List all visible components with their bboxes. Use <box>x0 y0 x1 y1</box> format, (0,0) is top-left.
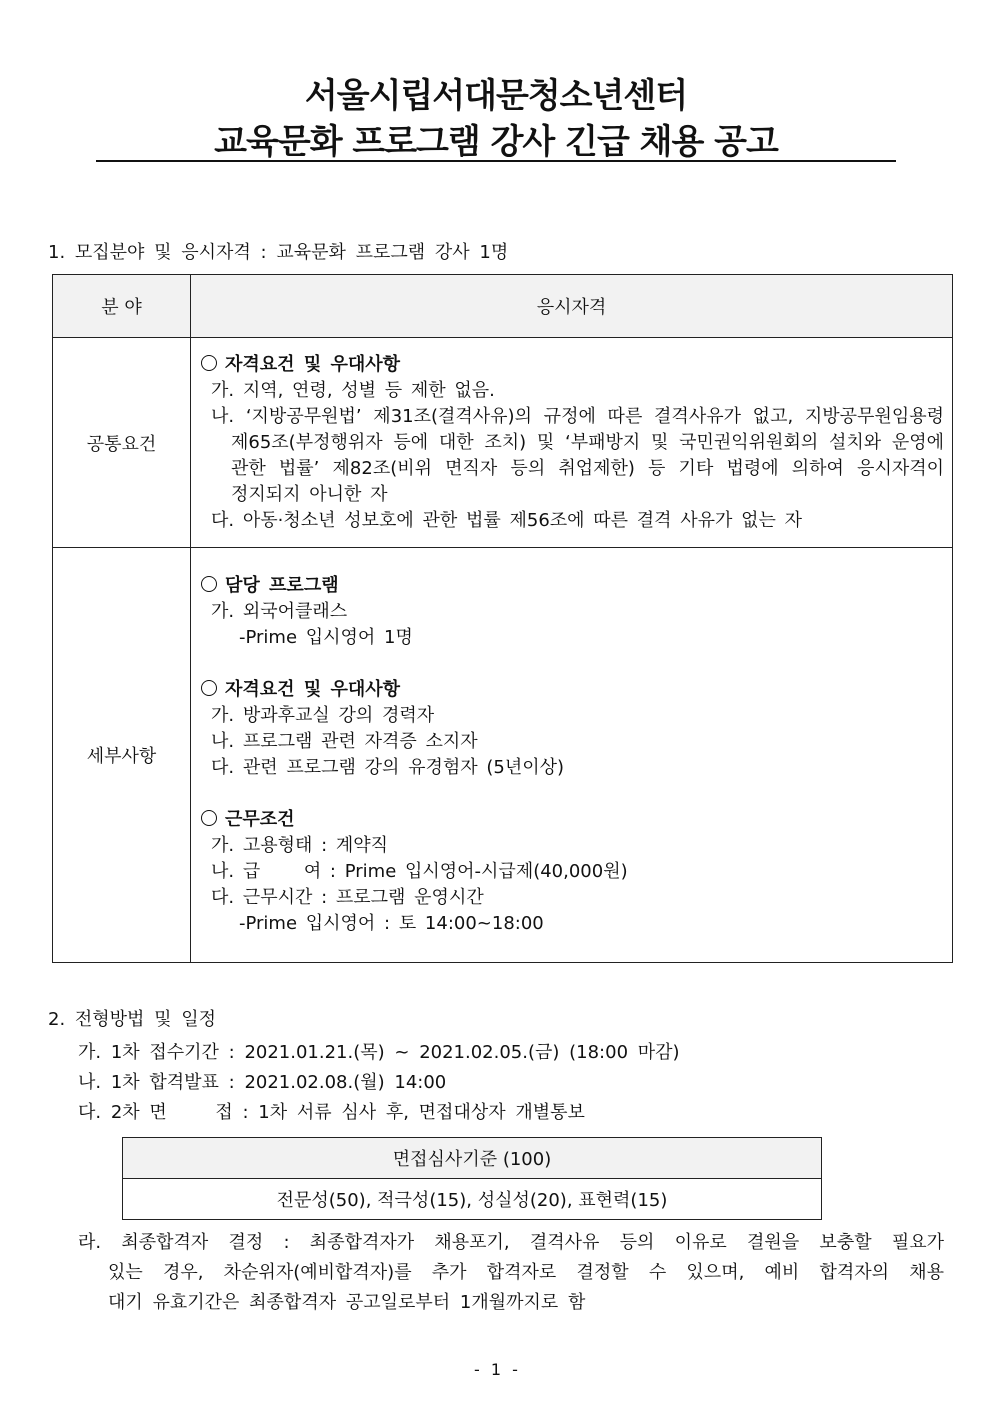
table-row-common <box>53 338 953 548</box>
final-decision-paragraph <box>78 1228 944 1318</box>
detail-cell <box>191 548 953 963</box>
common-requirements-cell <box>191 338 953 548</box>
detail-qual-heading: 자격요건 및 우대사항 <box>201 677 944 703</box>
detail-qual-a: 가. 방과후교실 강의 경력자 <box>211 705 435 726</box>
row-label-detail: 세부사항 <box>53 548 191 963</box>
criteria-values: 전문성(50), 적극성(15), 성실성(20), 표현력(15) <box>123 1179 822 1220</box>
work-item-c-sub: -Prime 입시영어 : 토 14:00~18:00 <box>239 913 544 934</box>
title-underline <box>96 160 896 162</box>
detail-qual-b: 나. 프로그램 관련 자격증 소지자 <box>211 731 478 752</box>
detail-qual-c: 다. 관련 프로그램 강의 유경험자 (5년이상) <box>211 757 565 778</box>
common-item-b-line4: 정지되지 아니한 자 <box>231 483 388 505</box>
work-item-c: 다. 근무시간 : 프로그램 운영시간 <box>211 887 484 908</box>
header-field: 분 야 <box>53 275 191 338</box>
table-row-detail <box>53 548 953 963</box>
common-item-b-line1: 나. ‘지방공무원법’ 제31조(결격사유)의 규정에 따른 결격사유가 없고, 지방공무원임용령 <box>211 405 944 427</box>
final-line-2: 있는 경우, 차순위자(예비합격자)를 추가 합격자로 결정할 수 있으며, 예비 합격자의 채용 <box>108 1262 944 1283</box>
title-notice: 교육문화 프로그램 강사 긴급 채용 공고 <box>214 122 778 162</box>
common-heading: 자격요건 및 우대사항 <box>201 352 944 378</box>
schedule-item-c: 다. 2차 면 접 : 1차 서류 심사 후, 면접대상자 개별통보 <box>78 1102 585 1123</box>
program-heading: 담당 프로그램 <box>201 573 944 599</box>
circle-bullet-icon <box>201 355 217 371</box>
common-item-c: 다. 아동·청소년 성보호에 관한 법률 제56조에 따른 결격 사유가 없는 자 <box>211 509 803 531</box>
criteria-header: 면접심사기준 (100) <box>123 1138 822 1179</box>
interview-criteria-table <box>122 1137 822 1220</box>
circle-bullet-icon <box>201 680 217 696</box>
schedule-item-a: 가. 1차 접수기간 : 2021.01.21.(목) ~ 2021.02.05.(금) (18:00 마감) <box>78 1042 680 1063</box>
circle-bullet-icon <box>201 576 217 592</box>
table-header-row <box>53 275 953 338</box>
schedule-item-b: 나. 1차 합격발표 : 2021.02.08.(월) 14:00 <box>78 1072 447 1093</box>
circle-bullet-icon <box>201 810 217 826</box>
criteria-value-row <box>123 1179 822 1220</box>
qualification-table <box>52 274 953 963</box>
common-item-b-line2: 제65조(부정행위자 등에 대한 조치) 및 ‘부패방지 및 국민권익위원회의 설치와 운영에 <box>231 431 944 453</box>
program-item-a: 가. 외국어클래스 <box>211 601 348 622</box>
final-line-1: 라. 최종합격자 결정 : 최종합격자가 채용포기, 결격사유 등의 이유로 결원을 보충할 필요가 <box>78 1232 944 1253</box>
common-item-a: 가. 지역, 연령, 성별 등 제한 없음. <box>211 379 495 401</box>
common-item-b-line3: 관한 법률’ 제82조(비위 면직자 등의 취업제한) 등 기타 법령에 의하여 응시자격이 <box>231 457 944 479</box>
section1-heading: 1. 모집분야 및 응시자격 : 교육문화 프로그램 강사 1명 <box>48 242 509 263</box>
program-item-a-sub: -Prime 입시영어 1명 <box>239 627 413 648</box>
header-qualification: 응시자격 <box>191 275 953 338</box>
final-line-3: 대기 유효기간은 최종합격자 공고일로부터 1개월까지로 함 <box>108 1292 586 1313</box>
section2-heading: 2. 전형방법 및 일정 <box>48 1009 217 1030</box>
work-heading: 근무조건 <box>201 807 944 833</box>
work-item-b: 나. 급 여 : Prime 입시영어-시급제(40,000원) <box>211 861 628 882</box>
work-item-a: 가. 고용형태 : 계약직 <box>211 835 389 856</box>
criteria-header-row <box>123 1138 822 1179</box>
page-number: - 1 - <box>474 1360 518 1379</box>
row-label-common: 공통요건 <box>53 338 191 548</box>
title-organization: 서울시립서대문청소년센터 <box>304 76 688 116</box>
